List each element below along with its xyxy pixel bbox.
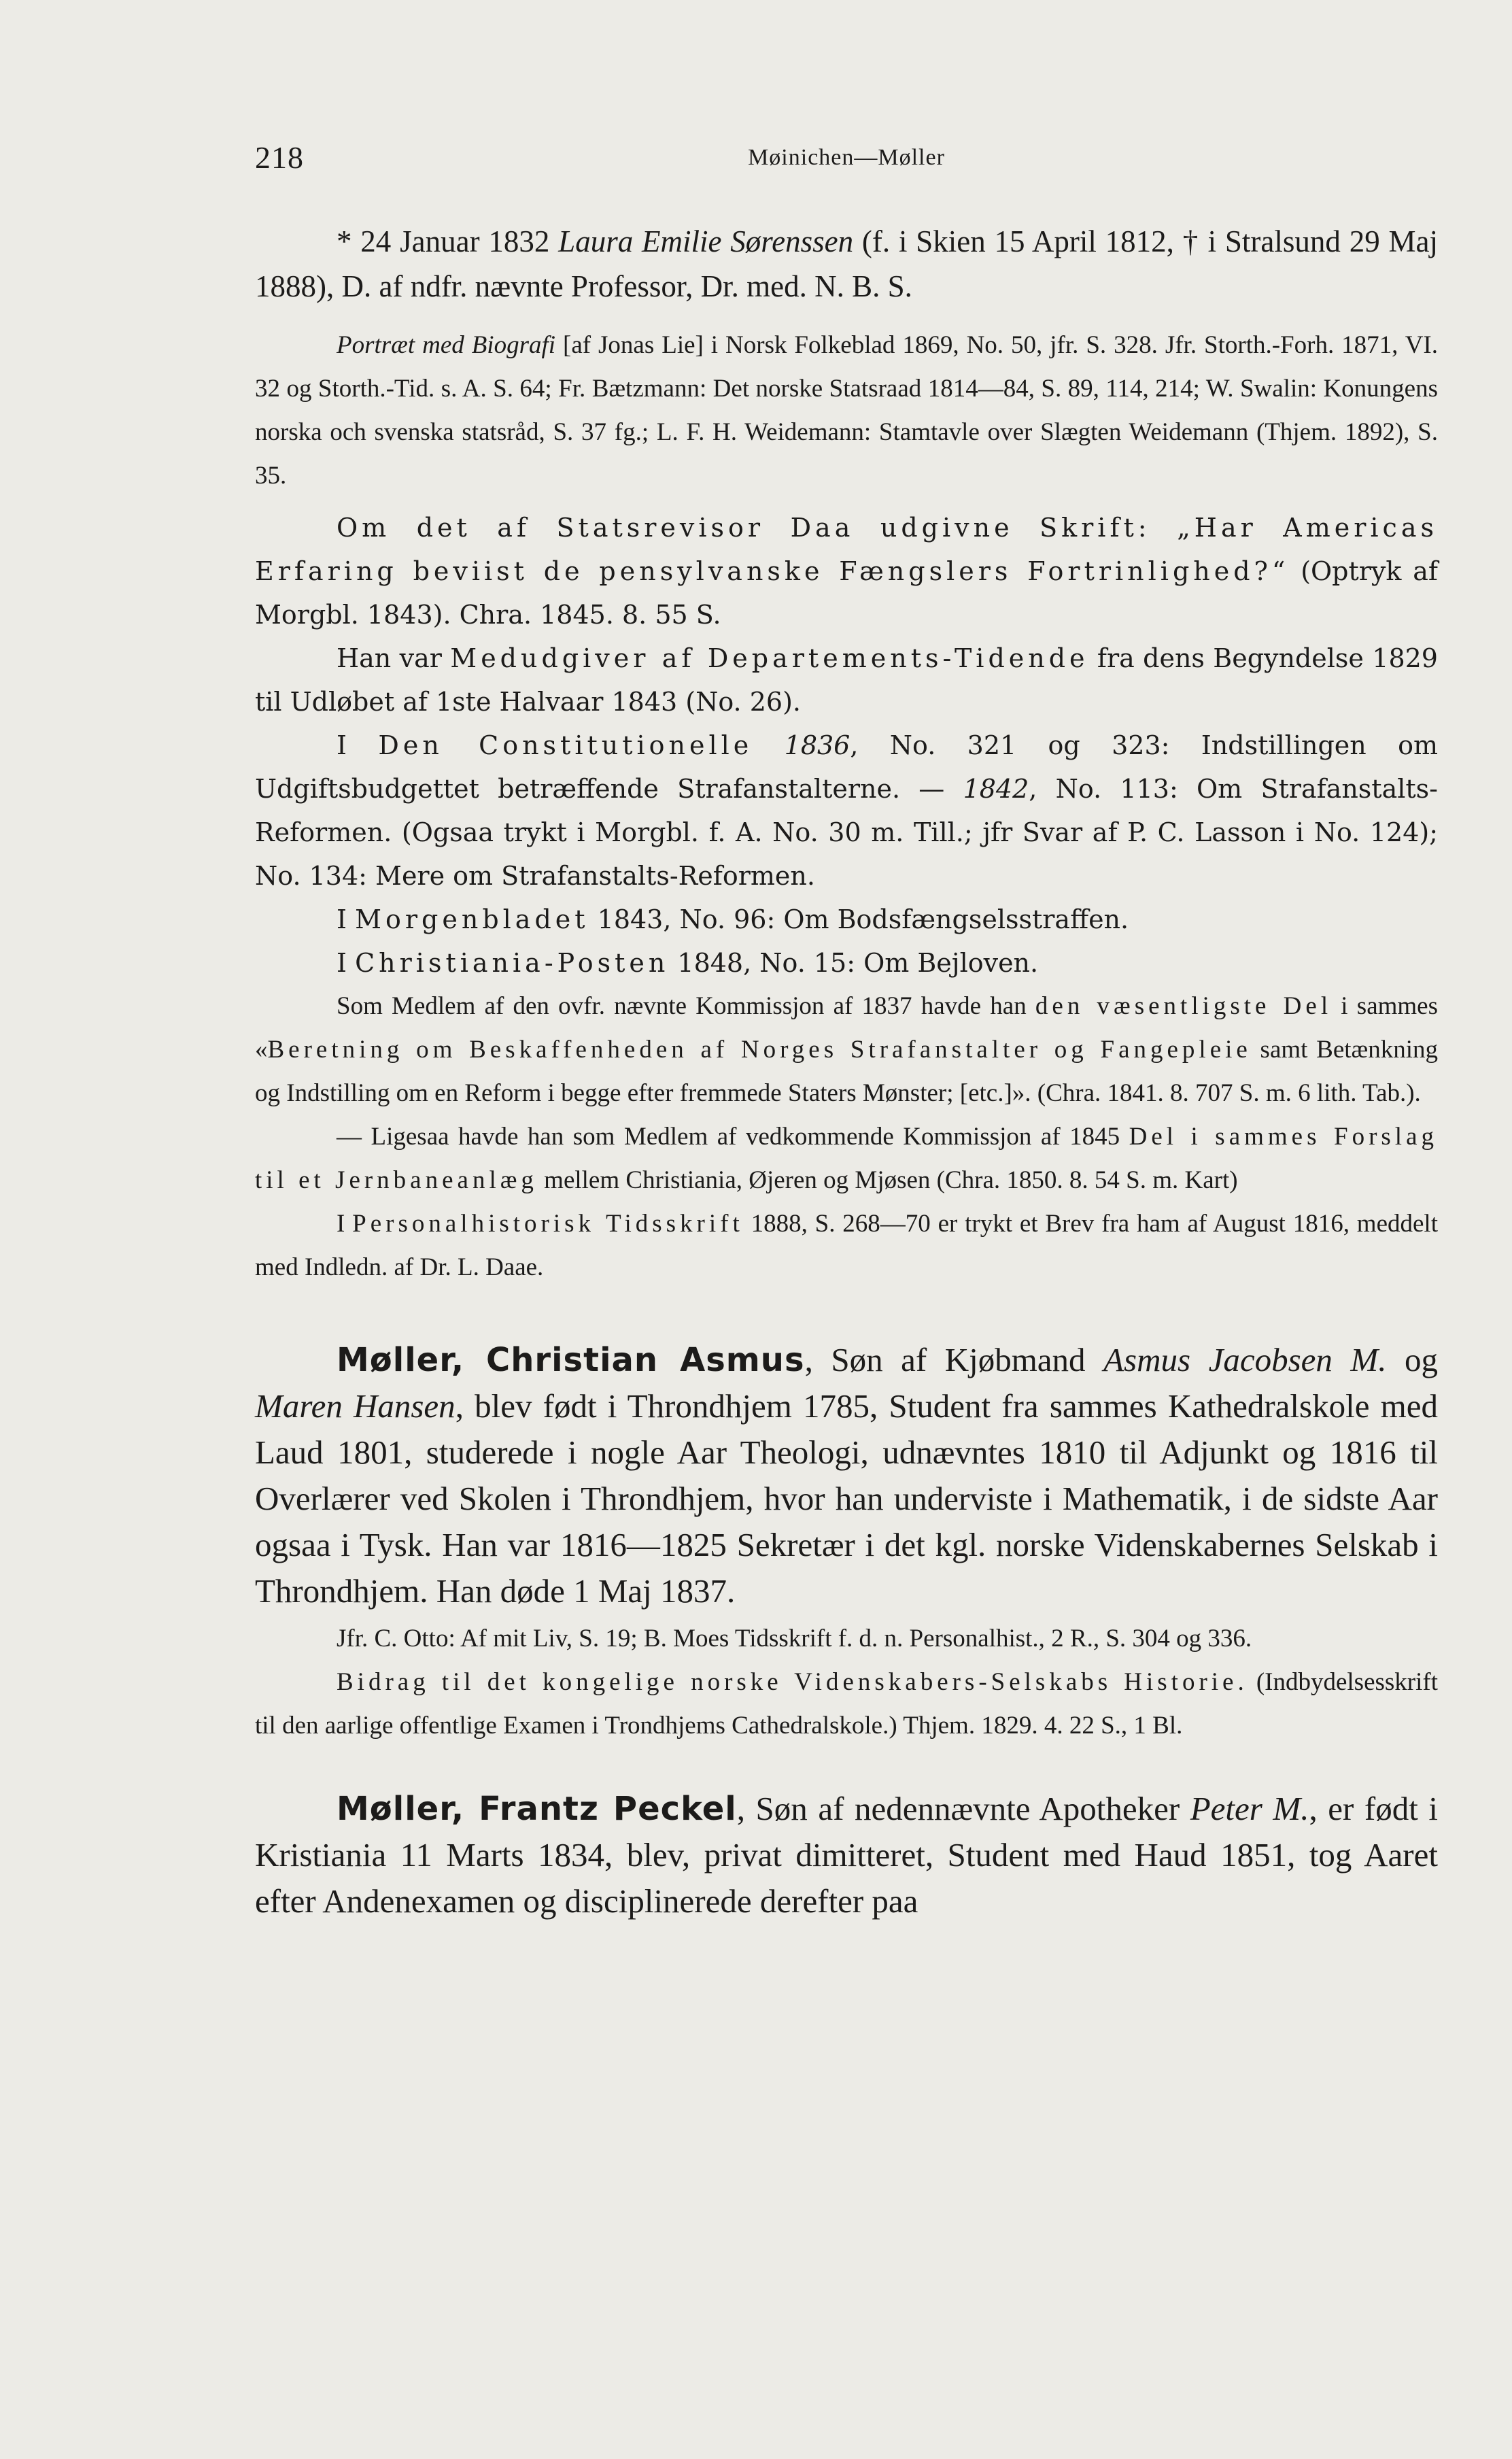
year-1836: 1836 (784, 730, 850, 760)
work-text-4c: 1843, No. 96: Om Bodsfængselsstraffen. (589, 904, 1129, 934)
year-1842: 1842 (963, 774, 1029, 804)
work-entry-5: I Christiania-Posten 1848, No. 15: Om Bejloven. (337, 948, 1039, 978)
work-text-3e: , No. 321 og 323: Indstillingen om Udgiftsbudgettet betræffende Strafanstalterne. — (255, 730, 1438, 804)
running-title: Møinichen—Møller (748, 145, 945, 170)
commission-paragraph-2: — Ligesaa havde han som Medlem af vedkommende Kommissjon af 1845 Del i sammes Forslag til et Jernbaneanlæg mellem Christiania, Øjeren og Mjøsen (Chra. 1850. 8. 54 S. m. Kart) (255, 1123, 1438, 1194)
page-number: 218 (255, 140, 304, 175)
work-detail-1: (Optryk af Morgbl. 1843). Chra. 1845. 8. 55 S. (255, 556, 1438, 630)
entry-1-work: Bidrag til det kongelige norske Videnskabers-Selskabs Historie. (Indbydelsesskrift til den aarlige offentlige Examen i Trondhjems Cathedralskole.) Thjem. 1829. 4. 22 S., 1 Bl. (255, 1668, 1438, 1740)
entry-1-work-title: Bidrag til det kongelige norske Videnskabers-Selskabs Historie. (337, 1668, 1248, 1696)
page-header (255, 139, 1438, 180)
spouse-name: Laura Emilie Sørenssen (558, 224, 854, 258)
father-name-1: Asmus Jacobsen M. (1103, 1341, 1387, 1378)
commission-paragraph-1: Som Medlem af den ovfr. nævnte Kommissjon af 1837 havde han den væsentligste Del i sammes «Beretning om Beskaffenheden af Norges Strafanstalter og Fangepleie samt Betænkning og Indstilling om en Reform i begge efter fremmede Staters Mønster; [etc.]». (Chra. 1841. 8. 707 S. m. 6 lith. Tab.). (255, 992, 1438, 1107)
entry-frantz-peckel: Møller, Frantz Peckel, Søn af nedennævnte Apotheker Peter M., er født i Kristiania 11 Marts 1834, blev, privat dimitteret, Student med Haud 1851, tog Aaret efter Andenexamen og disciplinerede derefter paa (255, 1790, 1438, 1920)
commission-report-title: Beretning om Beskaffenheden af Norges Strafanstalter og Fangepleie (267, 1036, 1252, 1064)
page-content (255, 219, 1438, 1924)
work-entry-1 (255, 506, 1438, 637)
letter-paragraph: I Personalhistorisk Tidsskrift 1888, S. 268—70 er trykt et Brev fra ham af August 1816, meddelt med Indledn. af Dr. L. Daae. (255, 1210, 1438, 1281)
work-title-3: Den Constitutionelle (378, 730, 753, 760)
work-text-5c: 1848, No. 15: Om Bejloven. (669, 948, 1039, 978)
work-entry-2 (255, 637, 1438, 724)
work-title-4: Morgenbladet (355, 904, 589, 934)
work-title-2: Medudgiver af Departements-Tidende (450, 643, 1089, 673)
entry-name-2: Møller, Frantz Peckel (337, 1790, 737, 1828)
entry-christian-asmus: Møller, Christian Asmus, Søn af Kjøbmand Asmus Jacobsen M. og Maren Hansen, blev født i Throndhjem 1785, Student fra sammes Kathedralskole med Laud 1801, studerede i nogle Aar Theologi, udnævntes 1810 til Adjunkt og 1816 til Overlærer ved Skolen i Throndhjem, hvor han underviste i Mathematik, i de sidste Aar ogsaa i Tysk. Han var 1816—1825 Sekretær i det kgl. norske Videnskabernes Selskab i Throndhjem. Han døde 1 Maj 1837. (255, 1341, 1439, 1610)
work-text-3g: , No. 113: Om Strafanstalts-Reformen. (Ogsaa trykt i Morgbl. f. A. No. 30 m. Till.; jfr Svar af P. C. Lasson i No. 124); No. 134: Mere om Strafanstalts-Reformen. (255, 774, 1438, 891)
work-entry-3 (255, 724, 1438, 898)
work-text-2a: Han var (337, 643, 451, 673)
references-paragraph (255, 324, 1438, 498)
journal-title: Personalhistorisk Tidsskrift (352, 1210, 744, 1238)
marriage-text-2: (f. i Skien 15 April 1812, † i Stralsund 29 Maj 1888), D. af ndfr. nævnte Professor, Dr. med. N. B. S. (255, 224, 1438, 303)
marriage-text-1: * 24 Januar 1832 (337, 224, 559, 258)
portrait-ref: Portræt med Biografi (337, 331, 556, 359)
work-text-3a: I (337, 730, 379, 760)
mother-name-1: Maren Hansen (255, 1387, 456, 1425)
references-text: [af Jonas Lie] i Norsk Folkeblad 1869, No. 50, jfr. S. 328. Jfr. Storth.-Forh. 1871, VI. 32 og Storth.-Tid. s. A. S. 64; Fr. Bætzmann: Det norske Statsraad 1814—84, S. 89, 114, 214; W. Swalin: Konungens norska och svenska statsråd, S. 37 fg.; L. F. H. Weidemann: Stamtavle over Slægten Weidemann (Thjem. 1892), S. 35. (255, 331, 1439, 490)
work-title-1: Om det af Statsrevisor Daa udgivne Skrift: „Har Americas Erfaring beviist de pensylvanske Fængslers Fortrinlighed?“ (255, 513, 1438, 586)
work-entry-4: I Morgenbladet 1843, No. 96: Om Bodsfængselsstraffen. (337, 904, 1129, 934)
entry-1-references: Jfr. C. Otto: Af mit Liv, S. 19; B. Moes Tidsskrift f. d. n. Personalhist., 2 R., S. 304 og 336. (337, 1625, 1252, 1652)
entry-name-1: Møller, Christian Asmus (337, 1341, 805, 1379)
work-text-2c: fra dens Begyndelse 1829 til Udløbet af 1ste Halvaar 1843 (No. 26). (255, 643, 1438, 717)
father-name-2: Peter M. (1190, 1790, 1309, 1827)
commission-emph-1: den væsentligste Del (1035, 992, 1333, 1020)
work-title-5: Christiania-Posten (355, 948, 670, 978)
commission-emph-2: Del i sammes Forslag til et Jernbaneanlæg (255, 1123, 1438, 1194)
marriage-paragraph (255, 219, 1438, 309)
